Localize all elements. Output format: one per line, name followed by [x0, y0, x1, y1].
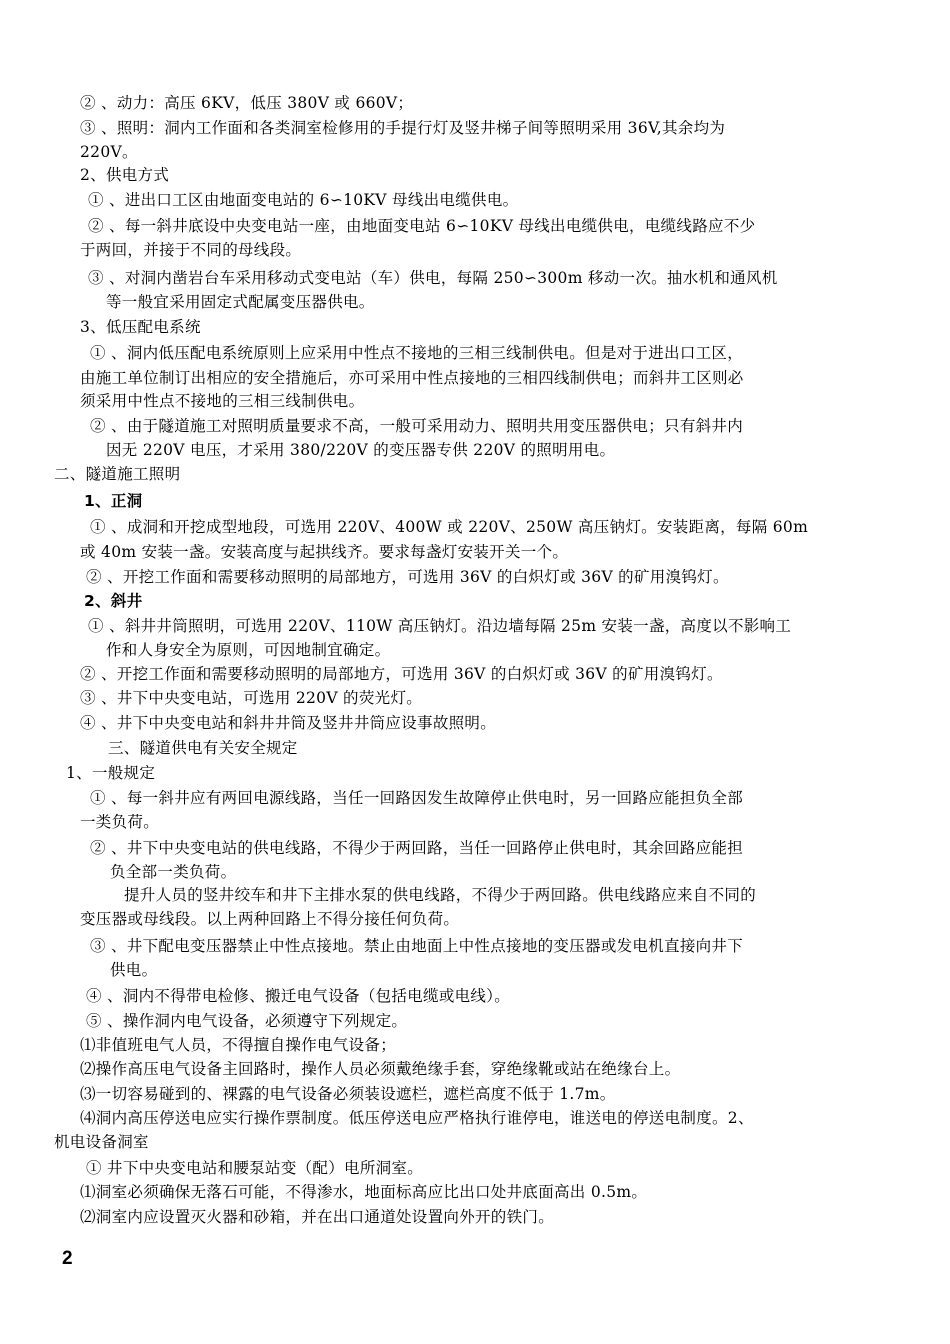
page-number: 2 [62, 1248, 73, 1269]
text-line: ⑤ 、操作洞内电气设备，必须遵守下列规定。 [86, 1012, 408, 1030]
text-line: ① 、洞内低压配电系统原则上应采用中性点不接地的三相三线制供电。但是对于进出口工区， [90, 344, 744, 362]
text-line: 等一般宜采用固定式配属变压器供电。 [106, 293, 375, 311]
text-line: ③ 、照明：洞内工作面和各类洞室检修用的手提行灯及竖井梯子间等照明采用 36V,其余均为 [80, 119, 726, 137]
section-heading: 1、正洞 [84, 492, 143, 510]
text-line: 因无 220V 电压，才采用 380/220V 的变压器专供 220V 的照明用电。 [106, 441, 616, 459]
text-line: 供电。 [110, 961, 158, 979]
section-heading: 2、供电方式 [80, 166, 170, 184]
text-line: ② 、动力：高压 6KV，低压 380V 或 660V； [80, 94, 414, 112]
text-line: ① 井下中央变电站和腰泵站变（配）电所洞室。 [86, 1159, 424, 1177]
text-line: 作和人身安全为原则，可因地制宜确定。 [106, 641, 391, 659]
text-line: 由施工单位制订出相应的安全措施后，亦可采用中性点接地的三相四线制供电；而斜井工区则必 [80, 369, 744, 387]
text-line: 于两回，并接于不同的母线段。 [80, 241, 302, 259]
chapter-heading: 三、隧道供电有关安全规定 [108, 739, 298, 757]
text-line: ⑵操作高压电气设备主回路时，操作人员必须戴绝缘手套，穿绝缘靴或站在绝缘台上。 [80, 1060, 681, 1078]
text-line: ⑶一切容易碰到的、裸露的电气设备必须装设遮栏，遮栏高度不低于 1.7m。 [80, 1085, 616, 1103]
text-line: ③ 、井下配电变压器禁止中性点接地。禁止由地面上中性点接地的变压器或发电机直接向井下 [90, 937, 744, 955]
section-heading: 3、低压配电系统 [80, 318, 201, 336]
text-line: 一类负荷。 [80, 813, 160, 831]
text-line: ① 、斜井井筒照明，可选用 220V、110W 高压钠灯。沿边墙每隔 25m 安装一盏，高度以不影响工 [88, 617, 792, 635]
text-line: ③ 、对洞内凿岩台车采用移动式变电站（车）供电，每隔 250∽300m 移动一次。抽水机和通风机 [88, 269, 778, 287]
text-line: ① 、每一斜井应有两回电源线路，当任一回路因发生故障停止供电时，另一回路应能担负全部 [90, 789, 744, 807]
text-line: ① 、进出口工区由地面变电站的 6∽10KV 母线出电缆供电。 [88, 191, 519, 209]
chapter-heading: 二、隧道施工照明 [54, 465, 181, 483]
text-line: 220V。 [80, 143, 138, 161]
text-line: ② 、开挖工作面和需要移动照明的局部地方，可选用 36V 的白炽灯或 36V 的矿用溴钨灯。 [86, 568, 729, 586]
text-line: ② 、开挖工作面和需要移动照明的局部地方，可选用 36V 的白炽灯或 36V 的矿用溴钨灯。 [80, 665, 723, 683]
text-line: 或 40m 安装一盏。安装高度与起拱线齐。要求每盏灯安装开关一个。 [80, 543, 569, 561]
text-line: ② 、每一斜井底设中央变电站一座，由地面变电站 6∽10KV 母线出电缆供电，电缆线路应不少 [88, 217, 756, 235]
section-heading: 1、一般规定 [66, 764, 156, 782]
text-line: ③ 、井下中央变电站，可选用 220V 的荧光灯。 [80, 689, 423, 707]
text-line: ② 、井下中央变电站的供电线路，不得少于两回路，当任一回路停止供电时，其余回路应能担 [90, 839, 744, 857]
section-heading: 2、斜井 [84, 592, 143, 610]
text-line: ⑴洞室必须确保无落石可能，不得渗水，地面标高应比出口处井底面高出 0.5m。 [80, 1183, 648, 1201]
text-line: ⑷洞内高压停送电应实行操作票制度。低压停送电应严格执行谁停电，谁送电的停送电制度。2、 [80, 1109, 754, 1127]
text-line: 机电设备洞室 [54, 1133, 149, 1151]
text-line: ① 、成洞和开挖成型地段，可选用 220V、400W 或 220V、250W 高压钠灯。安装距离，每隔 60m [90, 518, 809, 536]
text-line: 变压器或母线段。以上两种回路上不得分接任何负荷。 [80, 910, 460, 928]
text-line: 负全部一类负荷。 [110, 863, 237, 881]
text-line: 提升人员的竖井绞车和井下主排水泵的供电线路，不得少于两回路。供电线路应来自不同的 [124, 886, 757, 904]
text-line: ④ 、井下中央变电站和斜井井筒及竖井井筒应设事故照明。 [80, 714, 497, 732]
text-line: ② 、由于隧道施工对照明质量要求不高，一般可采用动力、照明共用变压器供电；只有斜井内 [90, 417, 744, 435]
text-line: ④ 、洞内不得带电检修、搬迁电气设备（包括电缆或电线）。 [86, 987, 511, 1005]
text-line: ⑵洞室内应设置灭火器和砂箱，并在出口通道处设置向外开的铁门。 [80, 1208, 555, 1226]
text-line: 须采用中性点不接地的三相三线制供电。 [80, 392, 365, 410]
text-line: ⑴非值班电气人员，不得擅自操作电气设备； [80, 1036, 397, 1054]
